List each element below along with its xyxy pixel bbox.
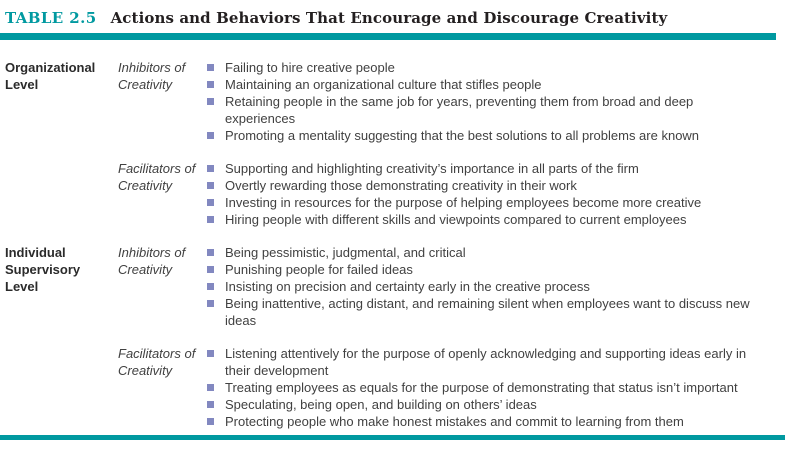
list-item: [207, 396, 765, 413]
list-item: [207, 194, 765, 211]
square-bullet-icon: [207, 249, 214, 256]
bullet-list: [207, 59, 765, 144]
square-bullet-icon: [207, 165, 214, 172]
item-text: Maintaining an organizational culture that stifles people: [225, 77, 542, 92]
bullet-list: [207, 244, 765, 329]
item-text: Overtly rewarding those demonstrating creativity in their work: [225, 178, 577, 193]
square-bullet-icon: [207, 199, 214, 206]
list-item: [207, 244, 765, 261]
list-item: [207, 295, 765, 329]
top-rule-divider: [0, 33, 776, 40]
list-item: [207, 59, 765, 76]
list-item: [207, 160, 765, 177]
square-bullet-icon: [207, 182, 214, 189]
item-text: Punishing people for failed ideas: [225, 262, 413, 277]
bullet-list: [207, 345, 765, 430]
list-item: [207, 379, 765, 396]
square-bullet-icon: [207, 283, 214, 290]
list-item: [207, 76, 765, 93]
item-text: Insisting on precision and certainty early in the creative process: [225, 279, 590, 294]
role-label: Facilitators of Creativity: [118, 161, 196, 193]
item-text: Speculating, being open, and building on others’ ideas: [225, 397, 537, 412]
square-bullet-icon: [207, 98, 214, 105]
list-item: [207, 413, 765, 430]
square-bullet-icon: [207, 300, 214, 307]
level-label: Individual Supervisory Level: [5, 245, 81, 294]
item-text: Supporting and highlighting creativity’s importance in all parts of the firm: [225, 161, 639, 176]
level-label: Organizational Level: [5, 60, 96, 92]
square-bullet-icon: [207, 266, 214, 273]
square-bullet-icon: [207, 64, 214, 71]
bottom-rule-divider: [0, 435, 785, 440]
square-bullet-icon: [207, 350, 214, 357]
table-number-label: TABLE 2.5: [5, 9, 97, 27]
page-title: Actions and Behaviors That Encourage and Discourage Creativity: [110, 9, 668, 27]
item-text: Failing to hire creative people: [225, 60, 395, 75]
section-individual-facilitators: [5, 345, 783, 430]
square-bullet-icon: [207, 132, 214, 139]
square-bullet-icon: [207, 216, 214, 223]
square-bullet-icon: [207, 81, 214, 88]
square-bullet-icon: [207, 418, 214, 425]
item-text: Being pessimistic, judgmental, and critical: [225, 245, 466, 260]
role-label: Inhibitors of Creativity: [118, 60, 186, 92]
level-label: [5, 345, 118, 430]
list-item: [207, 127, 765, 144]
section-organizational-inhibitors: [5, 59, 783, 144]
list-item: [207, 278, 765, 295]
square-bullet-icon: [207, 384, 214, 391]
item-text: Investing in resources for the purpose of helping employees become more creative: [225, 195, 702, 210]
item-text: Listening attentively for the purpose of openly acknowledging and supporting ideas early in their development: [225, 346, 747, 378]
table-header: [5, 9, 667, 28]
list-item: [207, 345, 765, 379]
item-text: Promoting a mentality suggesting that the best solutions to all problems are known: [225, 128, 700, 143]
list-item: [207, 261, 765, 278]
bullet-list: [207, 160, 765, 228]
section-organizational-facilitators: [5, 160, 783, 228]
section-individual-inhibitors: [5, 244, 783, 329]
item-text: Being inattentive, acting distant, and remaining silent when employees want to discuss new ideas: [225, 296, 750, 328]
item-text: Retaining people in the same job for years, preventing them from broad and deep experiences: [225, 94, 694, 126]
role-label: Inhibitors of Creativity: [118, 245, 186, 277]
square-bullet-icon: [207, 401, 214, 408]
item-text: Treating employees as equals for the purpose of demonstrating that status isn’t important: [225, 380, 738, 395]
role-label: Facilitators of Creativity: [118, 346, 196, 378]
item-text: Hiring people with different skills and viewpoints compared to current employees: [225, 212, 687, 227]
list-item: [207, 93, 765, 127]
level-label: [5, 160, 118, 228]
table-body: [5, 59, 783, 446]
list-item: [207, 211, 765, 228]
item-text: Protecting people who make honest mistakes and commit to learning from them: [225, 414, 684, 429]
list-item: [207, 177, 765, 194]
